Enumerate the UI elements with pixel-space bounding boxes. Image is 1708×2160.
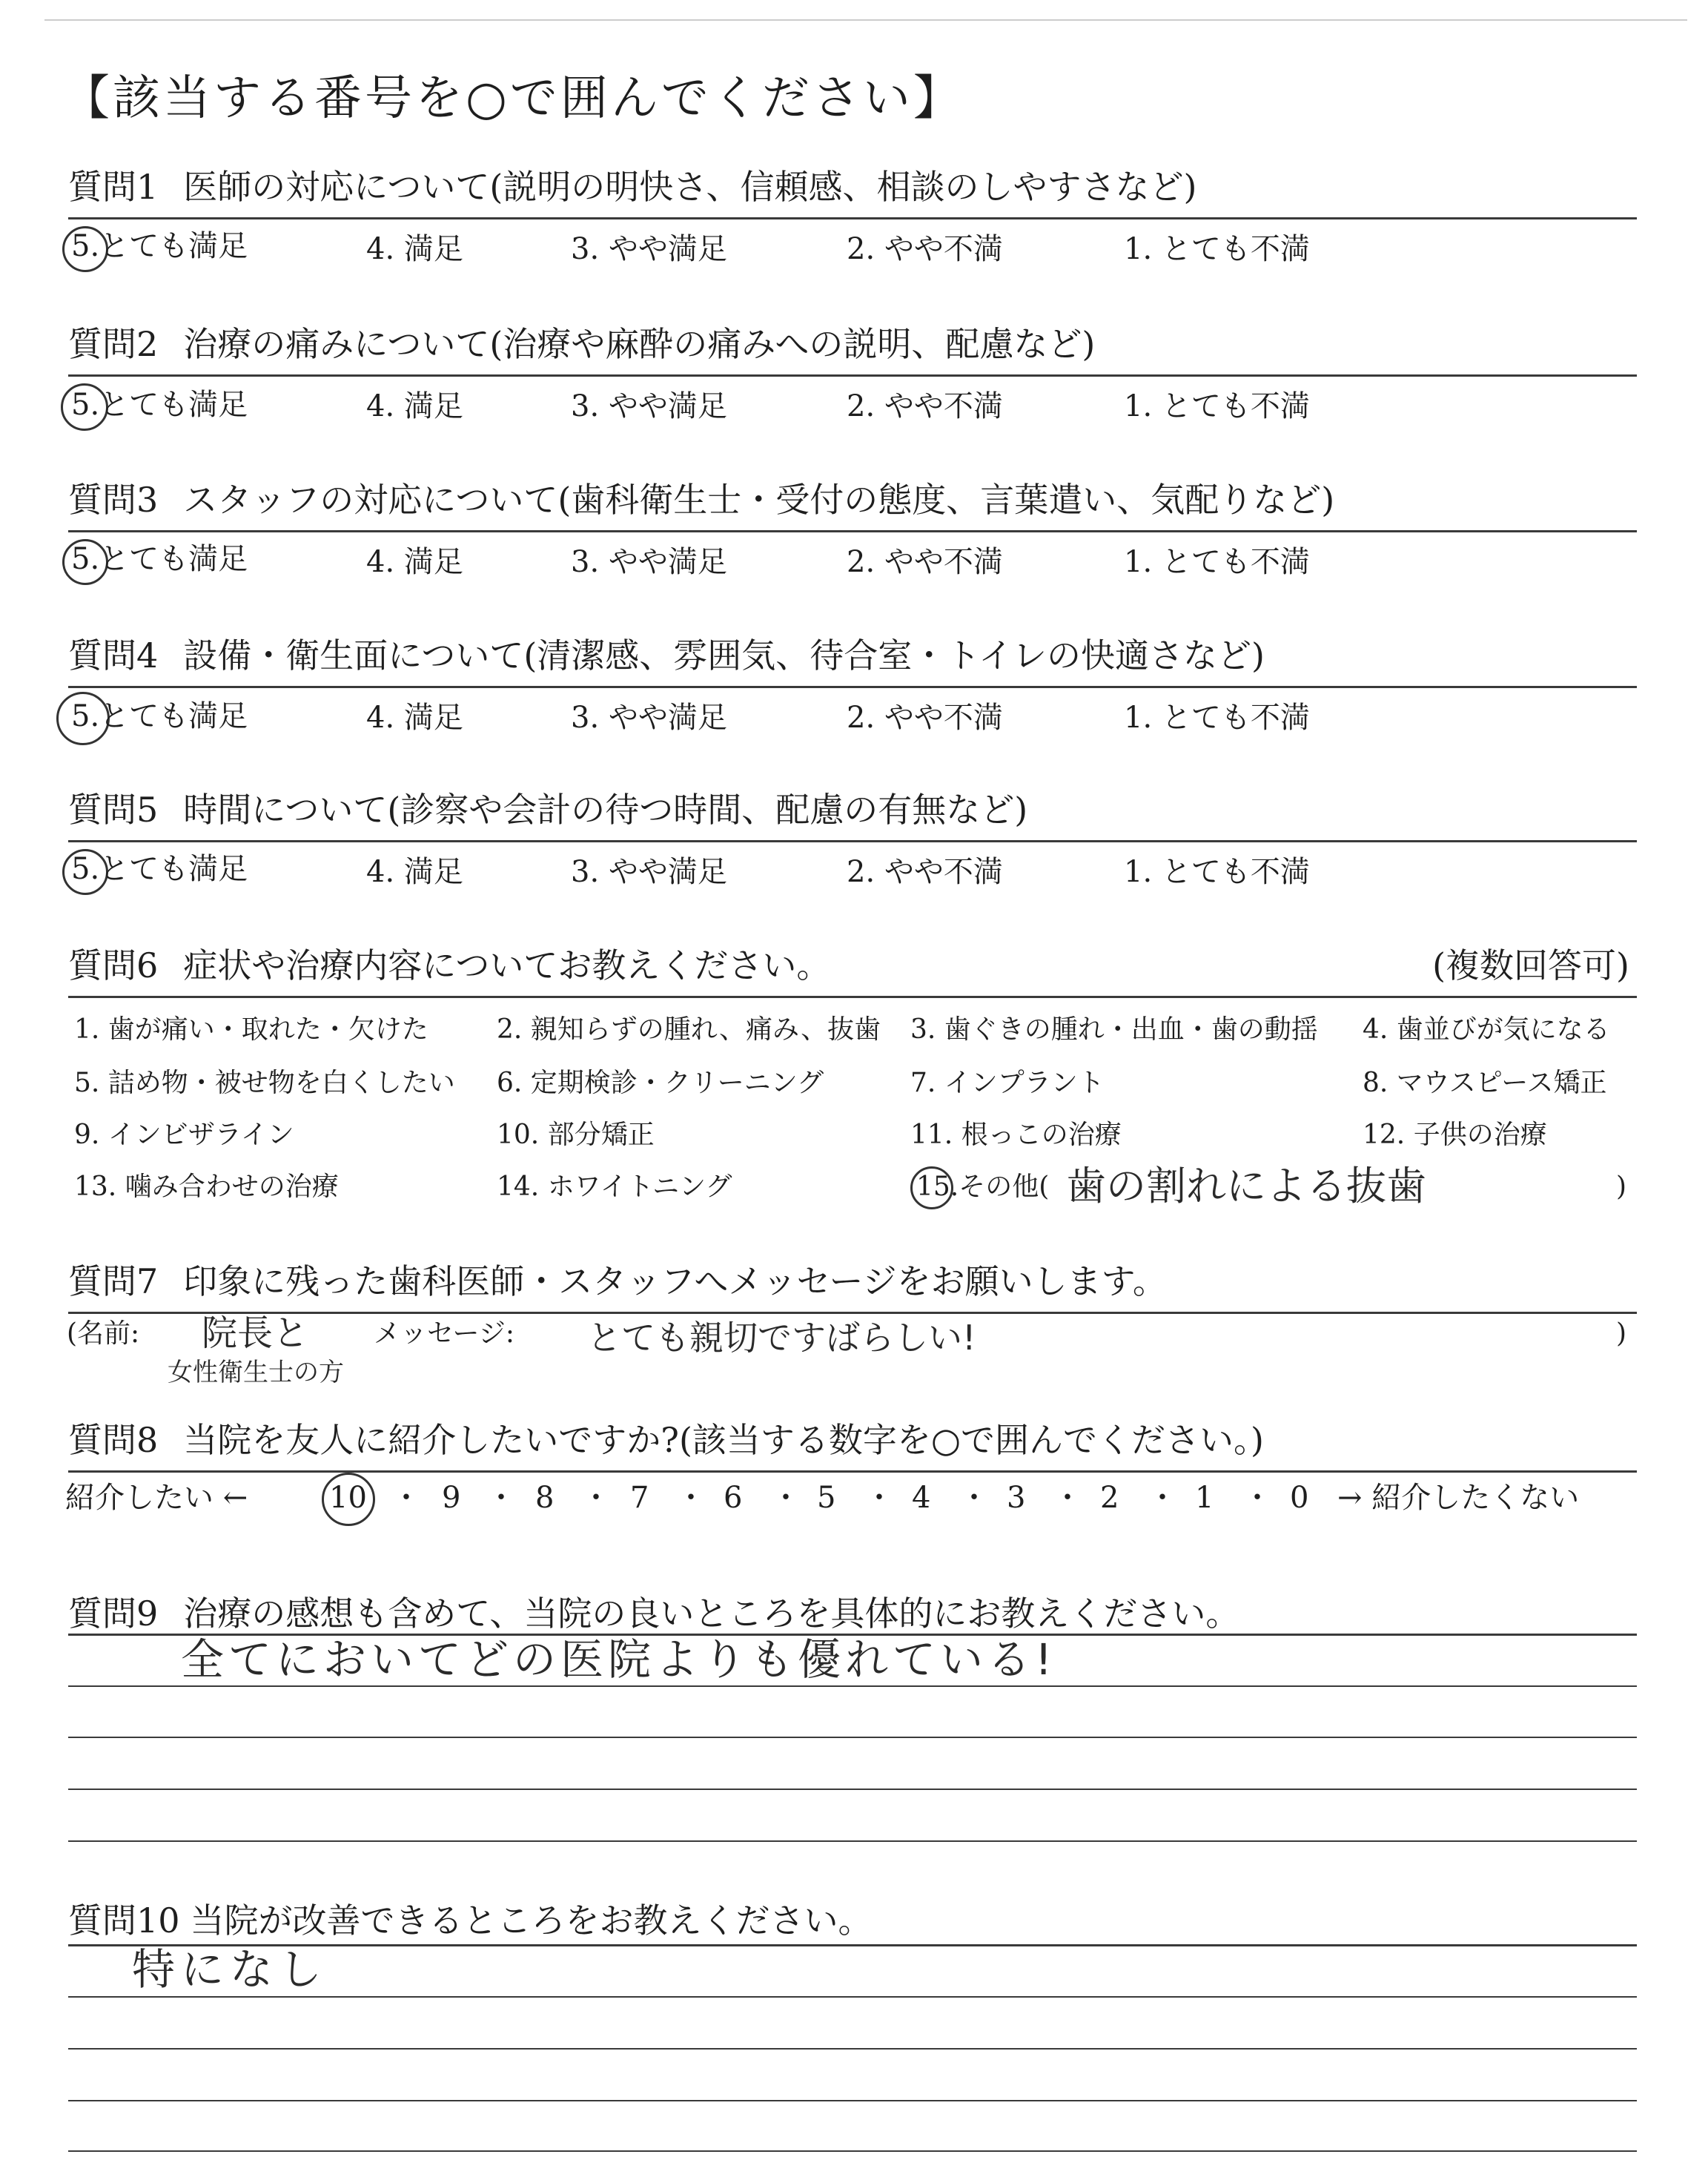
question-1-rule: [68, 217, 1637, 219]
scale-number-5[interactable]: 5: [817, 1481, 836, 1515]
q1-option-5[interactable]: 5.とても満足: [71, 229, 248, 263]
scale-dot: ・: [864, 1481, 894, 1515]
question-text: 症状や治療内容についてお教えください。: [183, 945, 831, 985]
q5-option-2[interactable]: 2. やや不満: [847, 855, 1003, 889]
answer-line: [68, 2048, 1637, 2050]
symptom-option-8[interactable]: 8. マウスピース矯正: [1363, 1068, 1607, 1098]
question-number: 質問6: [68, 945, 159, 985]
symptom-option-5[interactable]: 5. 詰め物・被せ物を白くしたい: [74, 1068, 455, 1098]
question-number: 質問1: [68, 167, 159, 207]
question-number: 質問3: [68, 480, 159, 520]
question-1-header: [68, 148, 1637, 215]
question-number: 質問4: [68, 635, 159, 676]
scale-number-6[interactable]: 6: [724, 1481, 743, 1515]
symptom-option-15[interactable]: 15.その他(: [916, 1172, 1050, 1202]
scale-dot: ・: [771, 1481, 801, 1515]
question-text: 当院を友人に紹介したいですか?(該当する数字を○で囲んでください。): [183, 1420, 1264, 1460]
scale-number-4[interactable]: 4: [912, 1481, 931, 1515]
q5-option-4[interactable]: 4. 満足: [366, 855, 463, 889]
symptom-option-12[interactable]: 12. 子供の治療: [1363, 1120, 1547, 1150]
question-7-header: [68, 1243, 1637, 1309]
scale-dot: ・: [1148, 1481, 1177, 1515]
question-8-rule: [68, 1470, 1637, 1473]
q4-option-1[interactable]: 1. とても不満: [1124, 701, 1310, 735]
q1-option-4[interactable]: 4. 満足: [366, 232, 463, 266]
q7-name-handwritten-2: 女性衛生士の方: [168, 1358, 344, 1387]
question-number: 質問10: [68, 1900, 180, 1941]
answer-line: [68, 1996, 1637, 1998]
scale-number-1[interactable]: 1: [1195, 1481, 1214, 1515]
question-4-rule: [68, 686, 1637, 688]
scale-dot: ・: [1242, 1481, 1272, 1515]
question-2-header: [68, 305, 1637, 372]
q7-close-paren: ): [1616, 1318, 1627, 1349]
question-text: 治療の痛みについて(治療や麻酔の痛みへの説明、配慮など): [183, 324, 1096, 364]
question-5-rule: [68, 840, 1637, 842]
answer-line: [68, 2100, 1637, 2101]
scale-dot: ・: [486, 1481, 516, 1515]
q5-option-5[interactable]: 5.とても満足: [71, 852, 248, 886]
question-text: 時間について(診察や会計の待つ時間、配慮の有無など): [183, 790, 1028, 830]
question-text: 医師の対応について(説明の明快さ、信頼感、相談のしやすさなど): [183, 167, 1197, 207]
q6-other-handwritten: 歯の割れによる抜歯: [1066, 1163, 1426, 1209]
scale-dot: ・: [391, 1481, 421, 1515]
q4-option-4[interactable]: 4. 満足: [366, 701, 463, 735]
q4-option-2[interactable]: 2. やや不満: [847, 701, 1003, 735]
q2-option-2[interactable]: 2. やや不満: [847, 389, 1003, 423]
answer-line: [68, 1789, 1637, 1790]
scan-top-edge: [44, 19, 1687, 21]
symptom-other-close: ): [1616, 1172, 1627, 1202]
recommend-scale-right-label: → 紹介したくない: [1337, 1481, 1580, 1515]
question-10-header: [68, 1882, 1637, 1949]
q10-answer-handwritten: 特になし: [132, 1944, 328, 1995]
question-9-header: [68, 1575, 1637, 1642]
symptom-option-2[interactable]: 2. 親知らずの腫れ、痛み、抜歯: [497, 1014, 881, 1045]
q5-option-3[interactable]: 3. やや満足: [571, 855, 727, 889]
question-number: 質問2: [68, 324, 159, 364]
symptom-option-7[interactable]: 7. インプラント: [910, 1068, 1105, 1098]
question-4-header: [68, 617, 1637, 684]
question-number: 質問9: [68, 1593, 159, 1634]
question-5-header: [68, 771, 1637, 838]
q2-option-5[interactable]: 5.とても満足: [71, 388, 248, 422]
question-6-header: [68, 927, 1637, 994]
scale-number-8[interactable]: 8: [535, 1481, 555, 1515]
symptom-option-6[interactable]: 6. 定期検診・クリーニング: [497, 1068, 824, 1098]
q1-option-1[interactable]: 1. とても不満: [1124, 232, 1310, 266]
q2-option-3[interactable]: 3. やや満足: [571, 389, 727, 423]
symptom-option-1[interactable]: 1. 歯が痛い・取れた・欠けた: [74, 1014, 428, 1045]
q3-option-2[interactable]: 2. やや不満: [847, 545, 1003, 579]
answer-line: [68, 1685, 1637, 1687]
question-8-header: [68, 1401, 1637, 1468]
symptom-option-14[interactable]: 14. ホワイトニング: [497, 1172, 732, 1202]
scale-dot: ・: [1053, 1481, 1082, 1515]
symptom-option-10[interactable]: 10. 部分矯正: [497, 1120, 655, 1150]
symptom-option-13[interactable]: 13. 噛み合わせの治療: [74, 1172, 339, 1202]
scale-dot: ・: [581, 1481, 611, 1515]
answer-line: [68, 1840, 1637, 1842]
answer-line: [68, 2150, 1637, 2152]
scale-number-2[interactable]: 2: [1100, 1481, 1119, 1515]
q1-option-3[interactable]: 3. やや満足: [571, 232, 727, 266]
q4-option-5[interactable]: 5.とても満足: [71, 699, 248, 733]
answer-line: [68, 1737, 1637, 1738]
q2-option-4[interactable]: 4. 満足: [366, 389, 463, 423]
q7-name-label: (名前:: [67, 1318, 140, 1349]
q9-answer-handwritten: 全てにおいてどの医院よりも優れている!: [181, 1634, 1057, 1685]
scale-number-10[interactable]: 10: [329, 1481, 367, 1515]
symptom-option-3[interactable]: 3. 歯ぐきの腫れ・出血・歯の動揺: [910, 1014, 1318, 1045]
q3-option-4[interactable]: 4. 満足: [366, 545, 463, 579]
scale-number-3[interactable]: 3: [1007, 1481, 1026, 1515]
q4-option-3[interactable]: 3. やや満足: [571, 701, 727, 735]
recommend-scale-left-label: 紹介したい ←: [65, 1481, 248, 1515]
q5-option-1[interactable]: 1. とても不満: [1124, 855, 1310, 889]
question-3-header: [68, 461, 1637, 528]
scale-dot: ・: [676, 1481, 706, 1515]
question-text: 印象に残った歯科医師・スタッフへメッセージをお願いします。: [183, 1261, 1167, 1301]
question-number: 質問5: [68, 790, 159, 830]
symptom-option-9[interactable]: 9. インビザライン: [74, 1120, 294, 1150]
scale-number-7[interactable]: 7: [630, 1481, 649, 1515]
q7-name-handwritten-1: 院長と: [202, 1312, 309, 1354]
question-text: スタッフの対応について(歯科衛生士・受付の態度、言葉遣い、気配りなど): [183, 480, 1335, 520]
question-text: 当院が改善できるところをお教えください。: [190, 1900, 873, 1941]
q3-option-3[interactable]: 3. やや満足: [571, 545, 727, 579]
scale-number-0[interactable]: 0: [1290, 1481, 1309, 1515]
question-6-rule: [68, 996, 1637, 998]
question-text: 設備・衛生面について(清潔感、雰囲気、待合室・トイレの快適さなど): [183, 635, 1265, 676]
question-number: 質問8: [68, 1420, 159, 1460]
symptom-option-4[interactable]: 4. 歯並びが気になる: [1363, 1014, 1610, 1045]
question-text: 治療の感想も含めて、当院の良いところを具体的にお教えください。: [183, 1593, 1240, 1634]
q7-message-label: メッセージ:: [374, 1318, 514, 1349]
q2-option-1[interactable]: 1. とても不満: [1124, 389, 1310, 423]
q3-option-1[interactable]: 1. とても不満: [1124, 545, 1310, 579]
question-2-rule: [68, 374, 1637, 377]
page-title: 【該当する番号を○で囲んでください】: [62, 71, 964, 126]
scale-dot: ・: [959, 1481, 989, 1515]
scale-number-9[interactable]: 9: [442, 1481, 461, 1515]
q1-option-2[interactable]: 2. やや不満: [847, 232, 1003, 266]
multiple-answers-note: (複数回答可): [1432, 945, 1629, 985]
q3-option-5[interactable]: 5.とても満足: [71, 542, 248, 576]
symptom-option-11[interactable]: 11. 根っこの治療: [910, 1120, 1122, 1150]
question-number: 質問7: [68, 1261, 159, 1301]
q7-message-handwritten: とても親切ですばらしい!: [587, 1318, 976, 1358]
question-3-rule: [68, 530, 1637, 532]
